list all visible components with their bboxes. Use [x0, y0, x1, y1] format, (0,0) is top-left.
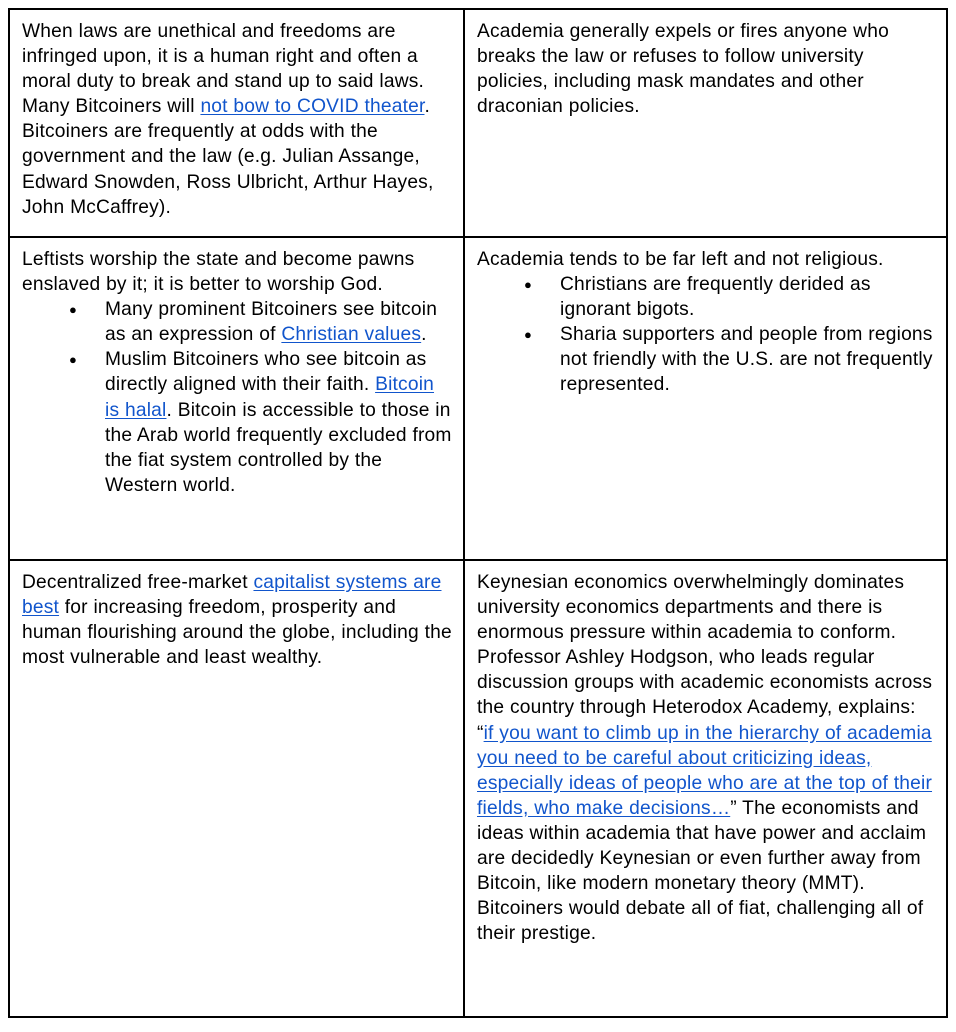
cell-content [477, 247, 936, 398]
table-row [9, 237, 947, 560]
text-run: Christians are frequently derided as ignorant bigots. [560, 274, 871, 321]
cell-row1-right [464, 9, 947, 237]
hyperlink[interactable]: Christian values [281, 324, 422, 346]
text-run: Decentralized free-market [22, 572, 254, 593]
hyperlink[interactable]: not bow to COVID theater [200, 96, 425, 118]
text-run: Many prominent Bitcoiners see bitcoin as an expression of [105, 299, 438, 346]
cell-content [22, 19, 453, 220]
text-run: When laws are unethical and freedoms are infringed upon, it is a human right and often a moral duty to break and stand up to said laws. Many Bitcoiners will [22, 21, 425, 118]
list-item [22, 297, 453, 347]
table-row [9, 9, 947, 237]
comparison-table [8, 8, 948, 1018]
hyperlink[interactable]: if you want to climb up in the hierarchy of academia you need to be careful about criticizing ideas, especially ideas of people who are at the top of their fields, who make decisions… [477, 722, 933, 819]
list-item [22, 347, 453, 498]
text-run: Academia generally expels or fires anyone who breaks the law or refuses to follow university policies, including mask mandates and other draconian policies. [477, 21, 889, 118]
text-run: Academia tends to be far left and not religious. [477, 249, 884, 270]
paragraph [22, 19, 453, 220]
text-run: . Bitcoin is accessible to those in the Arab world frequently excluded from the fiat system controlled by the Western world. [105, 399, 452, 496]
cell-row1-left [9, 9, 464, 237]
list-item [477, 272, 936, 322]
cell-content [477, 19, 936, 119]
text-run: Muslim Bitcoiners who see bitcoin as directly aligned with their faith. [105, 349, 427, 396]
paragraph [477, 247, 936, 272]
cell-content [477, 570, 936, 946]
table-body [9, 9, 947, 1017]
cell-row3-right [464, 560, 947, 1017]
text-run: Leftists worship the state and become pawns enslaved by it; it is better to worship God. [22, 249, 415, 296]
bullet-list [477, 272, 936, 397]
text-run: for increasing freedom, prosperity and human flourishing around the globe, including the most vulnerable and least wealthy. [22, 597, 452, 669]
table-row [9, 560, 947, 1017]
cell-content [22, 570, 453, 670]
cell-row2-left [9, 237, 464, 560]
text-run: . Bitcoiners are frequently at odds with the government and the law (e.g. Julian Assange, Edward Snowden, Ross Ulbricht, Arthur Hayes, John McCaffrey). [22, 96, 434, 218]
text-run: . [421, 324, 427, 346]
text-run: Sharia supporters and people from regions not friendly with the U.S. are not frequently represented. [560, 324, 933, 396]
paragraph [477, 19, 936, 119]
paragraph [22, 570, 453, 670]
bullet-list [22, 297, 453, 498]
paragraph [477, 570, 936, 946]
text-run: ” The economists and ideas within academia that have power and acclaim are decidedly Keynesian or even further away from Bitcoin, like modern monetary theory (MMT). Bitcoiners would debate all of fiat, challenging all of their prestige. [477, 797, 927, 945]
hyperlink[interactable]: capitalist systems are best [22, 572, 442, 619]
list-item [477, 322, 936, 397]
cell-row3-left [9, 560, 464, 1017]
cell-content [22, 247, 453, 498]
text-run: Keynesian economics overwhelmingly dominates university economics departments and there is enormous pressure within academia to conform. Professor Ashley Hodgson, who leads regular discussion groups with academic economists across the country through Heterodox Academy, explains: “ [477, 572, 933, 744]
cell-row2-right [464, 237, 947, 560]
hyperlink[interactable]: Bitcoin is halal [105, 374, 435, 421]
paragraph [22, 247, 453, 297]
